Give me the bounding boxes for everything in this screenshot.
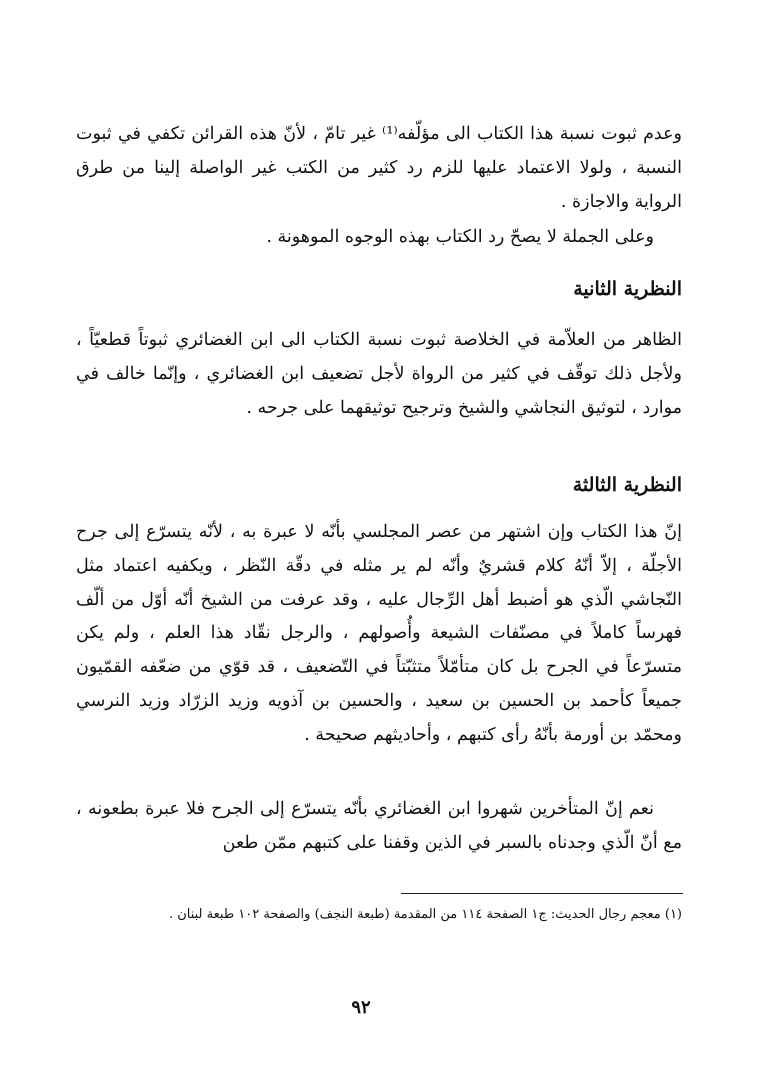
- paragraph-2: وعلى الجملة لا يصحّ رد الكتاب بهذه الوجوه الموهونة .: [266, 227, 654, 247]
- footnote-divider: [401, 893, 683, 894]
- paragraph-1: وعدم ثبوت نسبة هذا الكتاب الى مؤلّفه⁽¹⁾ غير تامّ ، لأنّ هذه القرائن تكفي في ثبوت النسبة ، ولولا الاعتماد عليها للزم رد كثير من الكتب غير الواصلة إلينا من طرق الرواية والاجازة .: [76, 124, 683, 212]
- page-body: [76, 118, 682, 861]
- footnote: (١) معجم رجال الحديث: ج١ الصفحة ١١٤ من المقدمة (طبعة النجف) والصفحة ١٠٢ طبعة لبنان .: [168, 907, 682, 922]
- page-number: ٩٢: [351, 997, 371, 1018]
- paragraph-5: نعم إنّ المتأخرين شهروا ابن الغضائري بأنّه يتسرّع إلى الجرح فلا عبرة بطعونه ، مع أنّ الّذي وجدناه بالسبر في الذين وقفنا على كتبهم ممّن طعن: [76, 799, 682, 853]
- paragraph-4: إنّ هذا الكتاب وإن اشتهر من عصر المجلسي بأنّه لا عبرة به ، لأنّه يتسرّع إلى جرح الأجلّة ، إلاّ أنّهُ كلام قشريٌ وأنّه لم ير مثله في دقّة النّظر ، ويكفيه اعتماد مثل النّجاشي الّذي هو أضبط أهل الرِّجال عليه ، وقد عرفت من الشيخ أنّه أوّل من ألّف فهرساً كاملاً في مصنّفات الشيعة وأُصولهم ، والرجل نقّاد هذا العلم ، ولم يكن متسرّعاً في الجرح بل كان متأمّلاً متثبّتاً في التّضعيف ، قد قوّي من ضعّفه القمّيون جميعاً كأحمد بن الحسين بن سعيد ، والحسين بن آذويه وزيد الزرّاد وزيد النرسي ومحمّد بن أورمة بأنّهُ رأى كتبهم ، وأحاديثهم صحيحة .: [76, 522, 682, 745]
- heading-third-theory: النظرية الثالثة: [572, 474, 682, 496]
- heading-second-theory: النظرية الثانية: [573, 278, 682, 300]
- paragraph-3: الظاهر من العلاّمة في الخلاصة ثبوت نسبة الكتاب الى ابن الغضائري ثبوتاً قطعيّاً ، ولأجل ذلك توقّف في كثير من الرواة لأجل تضعيف ابن الغضائري ، وإنّما خالف في موارد ، لتوثيق النجاشي والشيخ وترجيح توثيقهما على جرحه .: [76, 330, 682, 418]
